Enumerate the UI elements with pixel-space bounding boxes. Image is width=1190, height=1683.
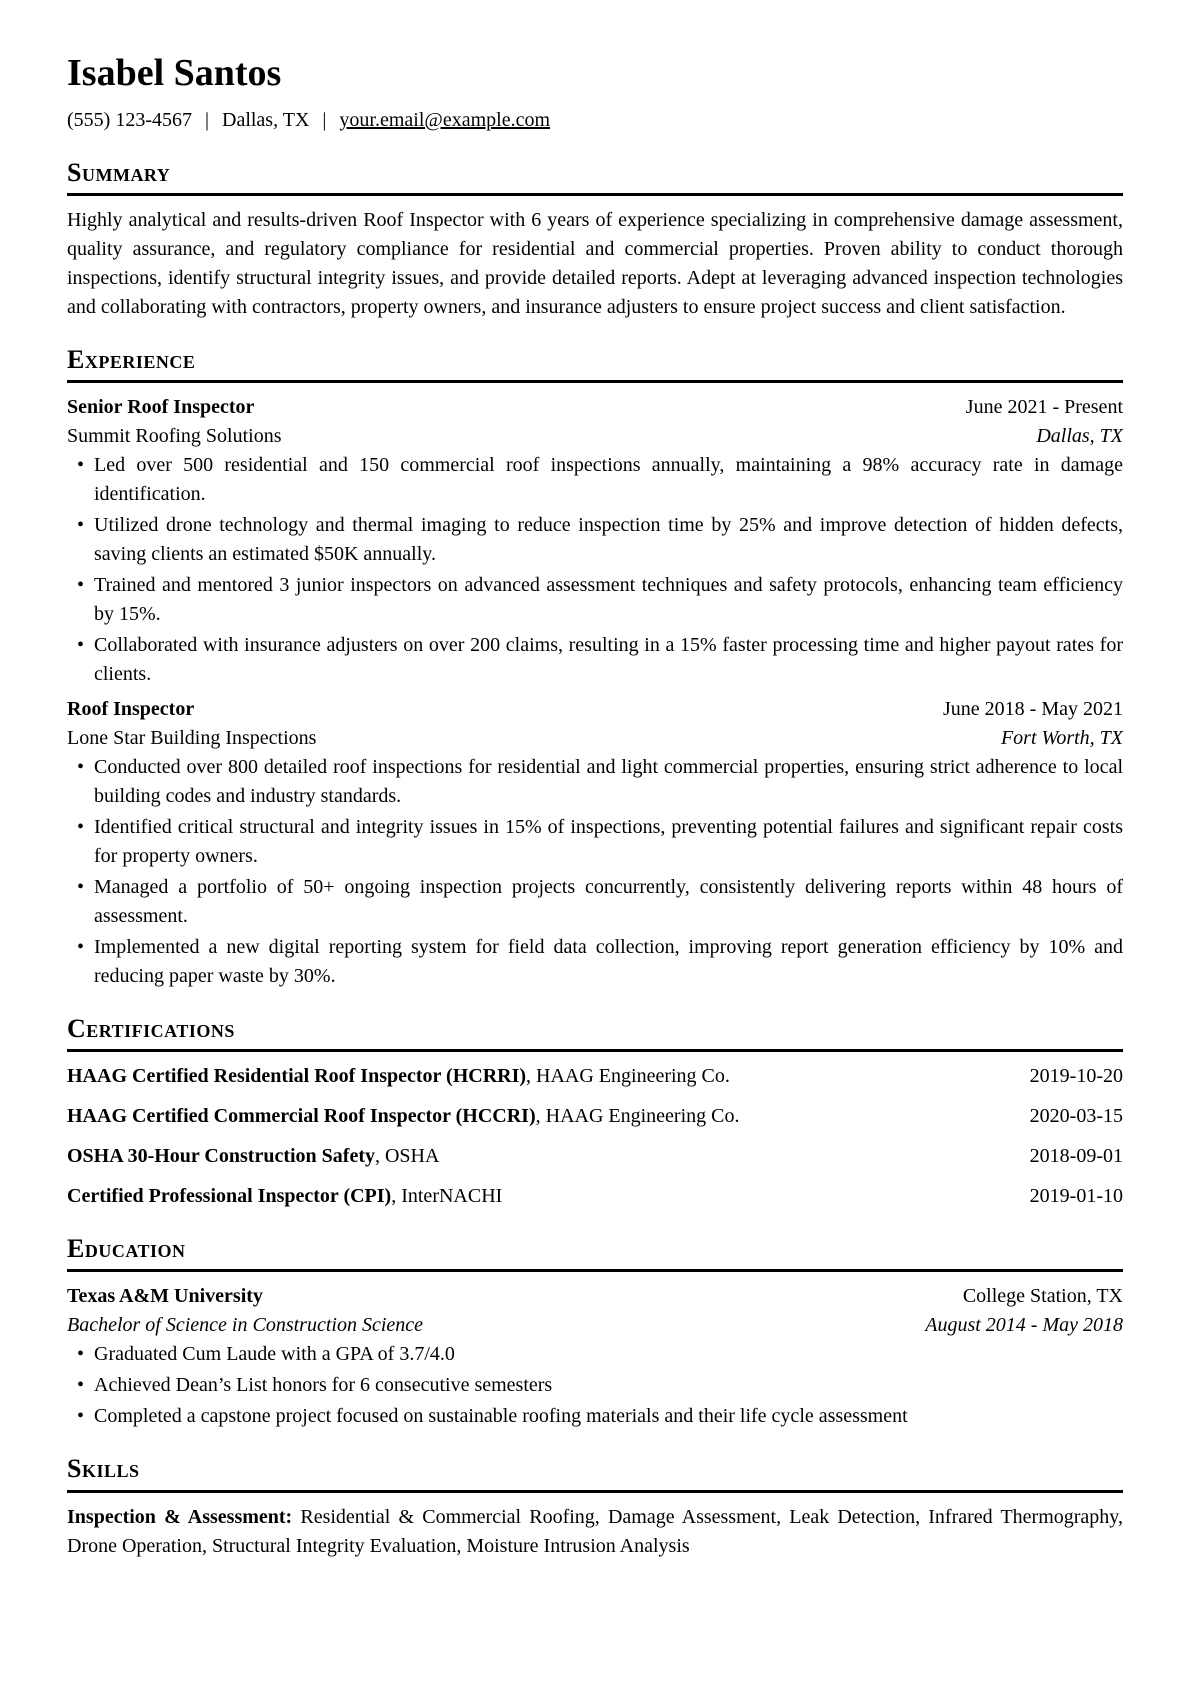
- skills-heading: Skills: [67, 1454, 140, 1484]
- job-dates: June 2021 - Present: [965, 396, 1123, 419]
- section-education: [67, 1233, 1123, 1431]
- section-divider: [67, 193, 1123, 196]
- education-location: College Station, TX: [962, 1285, 1123, 1308]
- certification-text: [67, 1182, 502, 1211]
- skills-category-label: Inspection & Assessment:: [67, 1505, 293, 1528]
- skills-list: Residential & Commercial Roofing, Damage Assessment, Leak Detection, Infrared Thermography, Drone Operation, Structural Integrity Evaluation, Moisture Intrusion Analysis: [67, 1505, 1123, 1557]
- job-bullet: • Collaborated with insurance adjusters on over 200 claims, resulting in a 15% faster processing time and higher payout rates for clients.: [94, 631, 1123, 689]
- job-bullet: • Led over 500 residential and 150 commercial roof inspections annually, maintaining a 98% accuracy rate in damage identification.: [94, 451, 1123, 509]
- job-title-row: [67, 393, 1123, 422]
- job-company-row: [67, 724, 1123, 753]
- email-link[interactable]: your.email@example.com: [339, 108, 550, 131]
- certification-text: [67, 1102, 739, 1131]
- job-company: Lone Star Building Inspections: [67, 727, 317, 750]
- certification-date: 2019-10-20: [1029, 1065, 1123, 1088]
- job-location: Fort Worth, TX: [1000, 727, 1123, 750]
- job-bullet-list: [67, 753, 1123, 991]
- section-divider: [67, 1269, 1123, 1272]
- contact-separator: |: [322, 108, 327, 131]
- job-role: Senior Roof Inspector: [67, 396, 255, 419]
- certification-issuer: , InterNACHI: [391, 1185, 503, 1208]
- contact-line: [67, 106, 1123, 135]
- certification-name: HAAG Certified Commercial Roof Inspector (HCCRI): [67, 1105, 536, 1128]
- education-bullet: • Graduated Cum Laude with a GPA of 3.7/4.0: [94, 1340, 1123, 1369]
- certification-issuer: , HAAG Engineering Co.: [526, 1065, 730, 1088]
- job-bullet: • Managed a portfolio of 50+ ongoing inspection projects concurrently, consistently delivering reports within 48 hours of assessment.: [94, 873, 1123, 931]
- certification-entry: [67, 1182, 1123, 1211]
- job-bullet: • Identified critical structural and integrity issues in 15% of inspections, preventing potential failures and significant repair costs for property owners.: [94, 813, 1123, 871]
- job-role: Roof Inspector: [67, 698, 195, 721]
- certification-name: HAAG Certified Residential Roof Inspector (HCRRI): [67, 1065, 527, 1088]
- job-bullet: • Utilized drone technology and thermal imaging to reduce inspection time by 25% and improve detection of hidden defects, saving clients an estimated $50K annually.: [94, 511, 1123, 569]
- education-bullet: • Achieved Dean’s List honors for 6 consecutive semesters: [94, 1371, 1123, 1400]
- education-bullet-list: [67, 1340, 1123, 1431]
- section-skills: [67, 1453, 1123, 1560]
- contact-location: Dallas, TX: [222, 108, 310, 131]
- section-certifications: [67, 1013, 1123, 1211]
- education-degree: Bachelor of Science in Construction Science: [67, 1314, 424, 1337]
- section-divider: [67, 380, 1123, 383]
- job-entry: [67, 393, 1123, 689]
- education-degree-row: [67, 1311, 1123, 1340]
- certification-issuer: , OSHA: [374, 1145, 440, 1168]
- contact-separator: |: [204, 108, 209, 131]
- certifications-heading: Certifications: [67, 1014, 235, 1044]
- certification-date: 2019-01-10: [1029, 1185, 1123, 1208]
- education-school-row: [67, 1282, 1123, 1311]
- certification-date: 2018-09-01: [1029, 1145, 1123, 1168]
- certification-entry: [67, 1062, 1123, 1091]
- experience-heading: Experience: [67, 344, 196, 374]
- job-title-row: [67, 695, 1123, 724]
- certification-name: Certified Professional Inspector (CPI): [67, 1185, 392, 1208]
- section-summary: [67, 157, 1123, 322]
- job-dates: June 2018 - May 2021: [943, 698, 1123, 721]
- certification-entry: [67, 1142, 1123, 1171]
- section-divider: [67, 1490, 1123, 1493]
- certification-issuer: , HAAG Engineering Co.: [535, 1105, 740, 1128]
- education-school: Texas A&M University: [67, 1285, 263, 1308]
- certification-entry: [67, 1102, 1123, 1131]
- job-company-row: [67, 422, 1123, 451]
- job-company: Summit Roofing Solutions: [67, 425, 282, 448]
- job-bullet: • Trained and mentored 3 junior inspectors on advanced assessment techniques and safety protocols, enhancing team efficiency by 15%.: [94, 571, 1123, 629]
- education-heading: Education: [67, 1234, 186, 1264]
- education-bullet: • Completed a capstone project focused on sustainable roofing materials and their life cycle assessment: [94, 1402, 1123, 1431]
- certification-text: [67, 1142, 439, 1171]
- phone-number: (555) 123-4567: [67, 108, 192, 131]
- certification-name: OSHA 30-Hour Construction Safety: [67, 1145, 375, 1168]
- skills-text: [67, 1503, 1123, 1561]
- job-entry: [67, 695, 1123, 991]
- job-bullet: • Implemented a new digital reporting system for field data collection, improving report generation efficiency by 10% and reducing paper waste by 30%.: [94, 933, 1123, 991]
- job-bullet-list: [67, 451, 1123, 689]
- section-divider: [67, 1049, 1123, 1052]
- summary-heading: Summary: [67, 157, 171, 187]
- person-name: Isabel Santos: [67, 52, 282, 94]
- certification-text: [67, 1062, 730, 1091]
- job-bullet: • Conducted over 800 detailed roof inspections for residential and light commercial properties, ensuring strict adherence to local building codes and industry standards.: [94, 753, 1123, 811]
- summary-text: Highly analytical and results-driven Roof Inspector with 6 years of experience specializing in comprehensive damage assessment, quality assurance, and regulatory compliance for residential and commercial properties. Proven ability to conduct thorough inspections, identify structural integrity issues, and provide detailed reports. Adept at leveraging advanced inspection technologies and collaborating with contractors, property owners, and insurance adjusters to ensure project success and client satisfaction.: [67, 208, 1123, 318]
- education-dates: August 2014 - May 2018: [925, 1314, 1123, 1337]
- section-experience: [67, 344, 1123, 991]
- job-location: Dallas, TX: [1036, 425, 1123, 448]
- certification-date: 2020-03-15: [1029, 1105, 1123, 1128]
